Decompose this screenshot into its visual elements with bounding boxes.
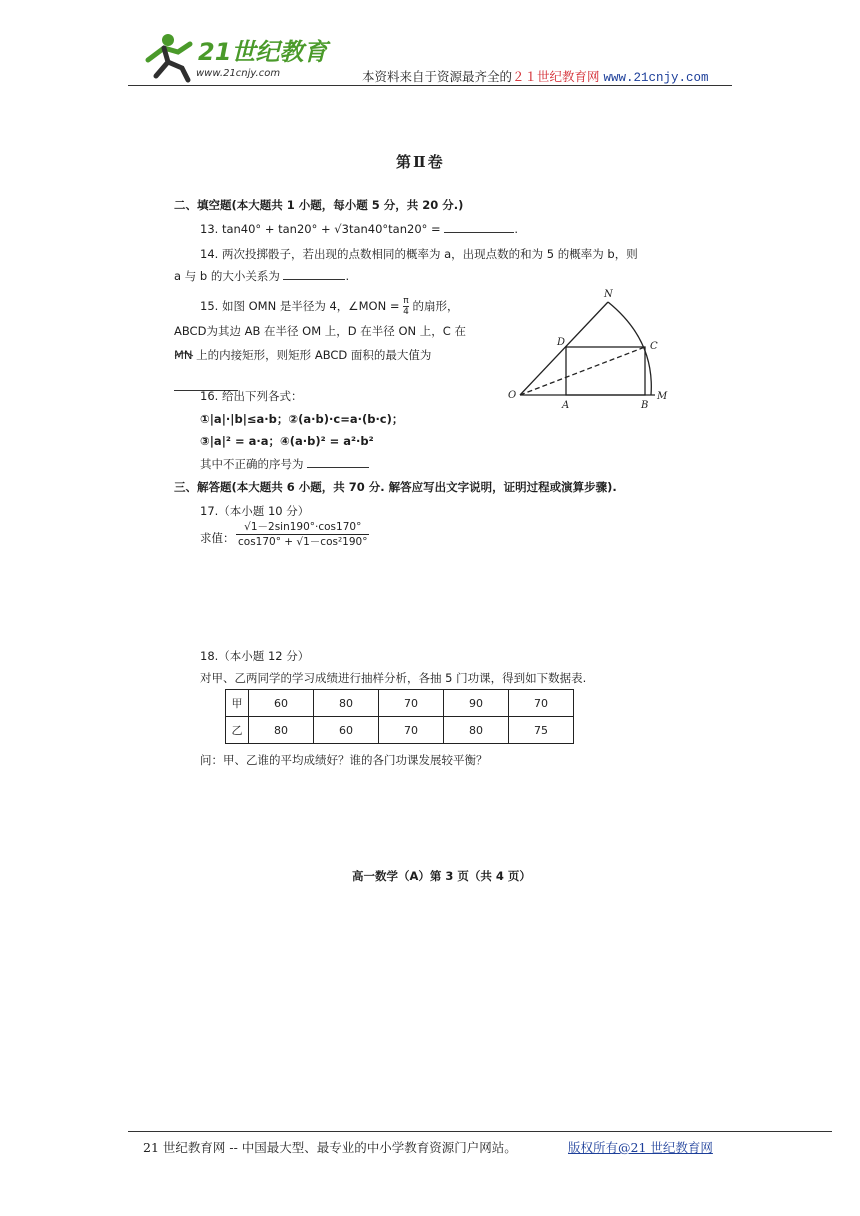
question-16-line3 <box>200 456 369 472</box>
footer-divider <box>128 1131 832 1132</box>
rectangle-abcd <box>566 347 645 395</box>
header-note-prefix: 本资料来自于资源最齐全的 <box>362 69 513 84</box>
score-table <box>225 689 574 744</box>
score-cell: 80 <box>314 690 379 717</box>
header-url-link[interactable]: www.21cnjy.com <box>603 71 709 85</box>
question-15-line1 <box>200 296 459 317</box>
question-16-text: 其中不正确的序号为 <box>200 457 304 471</box>
question-15-text-b: 的扇形， <box>412 299 459 313</box>
copyright-link[interactable]: 版权所有@21 世纪教育网 <box>568 1140 713 1155</box>
score-cell: 70 <box>379 717 444 744</box>
logo-text: 21世纪教育 <box>198 38 328 66</box>
part3-heading: 三、解答题(本大题共 6 小题，共 70 分. 解答应写出文字说明，证明过程或演算步骤). <box>174 480 617 494</box>
score-cell: 70 <box>509 690 574 717</box>
question-17-title: 17.（本小题 10 分） <box>200 504 310 518</box>
question-18-text: 对甲、乙两同学的学习成绩进行抽样分析，各抽 5 门功课，得到如下数据表. <box>200 671 587 685</box>
table-row <box>226 717 574 744</box>
question-14-text: a 与 b 的大小关系为 <box>174 269 280 283</box>
score-cell: 90 <box>444 690 509 717</box>
header-note <box>362 67 709 85</box>
label-m: M <box>657 391 668 402</box>
pi-over-4-fraction <box>403 296 409 317</box>
answer-blank-13 <box>444 232 514 233</box>
label-d: D <box>557 337 566 348</box>
radius-on <box>520 302 608 395</box>
row-label: 甲 <box>226 690 249 717</box>
footer-text: 21 世纪教育网 -- 中国最大型、最专业的中小学教育资源门户网站。 <box>143 1140 517 1155</box>
label-c: C <box>650 341 658 352</box>
question-15-line3: MN 上的内接矩形，则矩形 ABCD 面积的最大值为 <box>174 348 432 362</box>
score-cell: 60 <box>249 690 314 717</box>
site-logo <box>138 30 338 86</box>
running-figure-icon <box>148 34 190 80</box>
logo-url: www.21cnjy.com <box>196 68 281 79</box>
question-17-prefix: 求值： <box>200 531 235 545</box>
question-14-line2: a 与 b 的大小关系为 . <box>174 269 350 283</box>
header-brand-link[interactable]: ２１世纪教育网 <box>512 69 600 84</box>
table-row <box>226 690 574 717</box>
question-18-title: 18.（本小题 12 分） <box>200 649 310 663</box>
question-15-line2: ABCD为其边 AB 在半径 OM 上，D 在半径 ON 上，C 在 <box>174 324 466 338</box>
fraction-denominator: 4 <box>403 307 409 317</box>
question-13: 13. tan40° + tan20° + √3tan40°tan20° = . <box>200 222 518 236</box>
label-o: O <box>508 390 517 401</box>
score-cell: 70 <box>379 690 444 717</box>
header-divider <box>128 85 732 86</box>
arc-mark <box>174 342 194 348</box>
label-n: N <box>604 289 613 300</box>
page-number-footer: 高一数学（A）第 3 页（共 4 页） <box>352 869 531 883</box>
question-16: 16. 给出下列各式： <box>200 389 303 403</box>
label-a: A <box>562 400 570 410</box>
question-16-line1: ①|a|·|b|≤a·b；②(a·b)·c=a·(b·c)； <box>200 412 404 426</box>
answer-blank-14 <box>283 279 345 280</box>
q17-numerator: √1－2sin190°·cos170° <box>236 520 369 535</box>
dashed-oc <box>520 347 645 395</box>
score-cell: 60 <box>314 717 379 744</box>
score-cell: 75 <box>509 717 574 744</box>
row-label: 乙 <box>226 717 249 744</box>
score-cell: 80 <box>444 717 509 744</box>
question-17-fraction <box>236 520 369 549</box>
question-13-text: 13. tan40° + tan20° + √3tan40°tan20° = <box>200 222 441 236</box>
section-title: 第Ⅱ卷 <box>396 153 445 171</box>
answer-blank-16 <box>307 467 369 468</box>
label-b: B <box>641 400 649 410</box>
fraction-numerator: π <box>403 296 409 306</box>
question-14-line1: 14. 两次投掷骰子，若出现的点数相同的概率为 a，出现点数的和为 5 的概率为 b，则 <box>200 247 638 261</box>
question-18-question: 问：甲、乙谁的平均成绩好？谁的各门功课发展较平衡？ <box>200 753 488 767</box>
score-cell: 80 <box>249 717 314 744</box>
q17-denominator: cos170° + √1－cos²190° <box>238 536 368 548</box>
sector-figure <box>500 285 675 410</box>
part2-heading: 二、填空题(本大题共 1 小题，每小题 5 分，共 20 分.) <box>174 198 464 212</box>
question-16-line2: ③|a|² = a·a；④(a·b)² = a²·b² <box>200 434 374 448</box>
question-15-text-a: 15. 如图 OMN 是半径为 4，∠MON = <box>200 299 400 313</box>
